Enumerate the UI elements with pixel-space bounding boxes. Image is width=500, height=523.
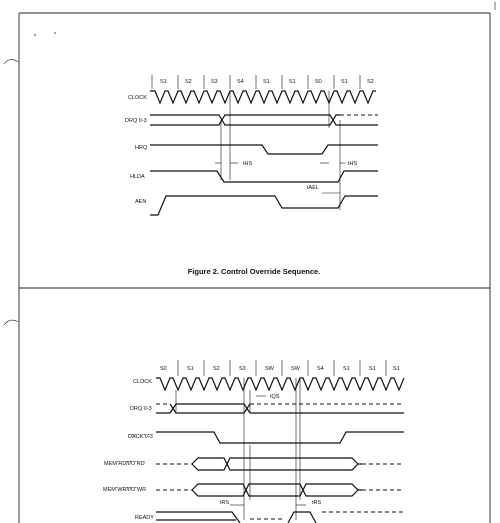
state-label: S0 bbox=[160, 366, 167, 372]
timing-markers bbox=[176, 378, 306, 520]
signal-label-hrq: HRQ bbox=[135, 145, 148, 151]
timing-label: tHS bbox=[348, 161, 358, 167]
figure2-diagram bbox=[125, 75, 378, 276]
state-label: S4 bbox=[237, 79, 244, 85]
signal-label-mem-rd: MEM RD/I/O RD bbox=[104, 461, 145, 467]
state-label: S1 bbox=[263, 79, 270, 85]
state-label: S1 bbox=[187, 366, 194, 372]
signal-label-clock: CLOCK bbox=[128, 95, 147, 101]
state-label: S1 bbox=[341, 79, 348, 85]
signal-label-ready: READY bbox=[135, 515, 154, 521]
signal-label-mem-wr: MEM WR/I/O WR bbox=[103, 487, 147, 493]
timing-label: tQS bbox=[270, 394, 280, 400]
hlda-waveform bbox=[150, 171, 378, 182]
memrd-waveform bbox=[192, 458, 362, 470]
state-label: S4 bbox=[317, 366, 324, 372]
state-label: S2 bbox=[367, 79, 374, 85]
state-label: S0 bbox=[315, 79, 322, 85]
state-label: SW bbox=[265, 366, 274, 372]
state-label: S1 bbox=[343, 366, 350, 372]
hrq-waveform bbox=[150, 145, 378, 154]
timing-label: tRS bbox=[312, 500, 322, 506]
ready-waveform bbox=[156, 512, 316, 523]
state-label: S3 bbox=[239, 366, 246, 372]
binder-mark bbox=[4, 59, 18, 64]
signal-label-aen: AEN bbox=[135, 199, 147, 205]
state-label: S1 bbox=[289, 79, 296, 85]
signal-label-hlda: HLDA bbox=[130, 174, 145, 180]
state-header bbox=[178, 360, 386, 376]
state-label: S2 bbox=[185, 79, 192, 85]
speck bbox=[54, 32, 56, 34]
state-label: S2 bbox=[213, 366, 220, 372]
state-label: S3 bbox=[211, 79, 218, 85]
signal-label-drq: DRQ 0-3 bbox=[130, 406, 152, 412]
signal-label-drq: DRQ 0-3 bbox=[125, 118, 147, 124]
speck bbox=[34, 34, 36, 36]
timing-markers bbox=[215, 91, 345, 210]
binder-mark bbox=[4, 320, 18, 325]
state-label: S1 bbox=[160, 79, 167, 85]
figure2-caption: Figure 2. Control Override Sequence. bbox=[187, 267, 321, 276]
timing-label: tAEL bbox=[307, 185, 319, 191]
memwr-waveform bbox=[192, 484, 362, 496]
clock-waveform bbox=[150, 91, 376, 103]
state-header bbox=[152, 75, 360, 89]
state-label: SW bbox=[291, 366, 300, 372]
figure3-diagram bbox=[103, 360, 404, 523]
state-label: S1 bbox=[393, 366, 400, 372]
timing-label: tRS bbox=[220, 500, 230, 506]
dack-waveform bbox=[156, 432, 404, 443]
drq-waveform bbox=[156, 404, 250, 413]
aen-waveform bbox=[150, 196, 378, 215]
signal-label-clock: CLOCK bbox=[133, 379, 152, 385]
clock-waveform bbox=[156, 378, 404, 390]
state-label: S1 bbox=[369, 366, 376, 372]
signal-label-dack: DACK 0-3 bbox=[128, 434, 153, 440]
drq-waveform bbox=[150, 115, 340, 125]
timing-label: tHS bbox=[243, 161, 253, 167]
